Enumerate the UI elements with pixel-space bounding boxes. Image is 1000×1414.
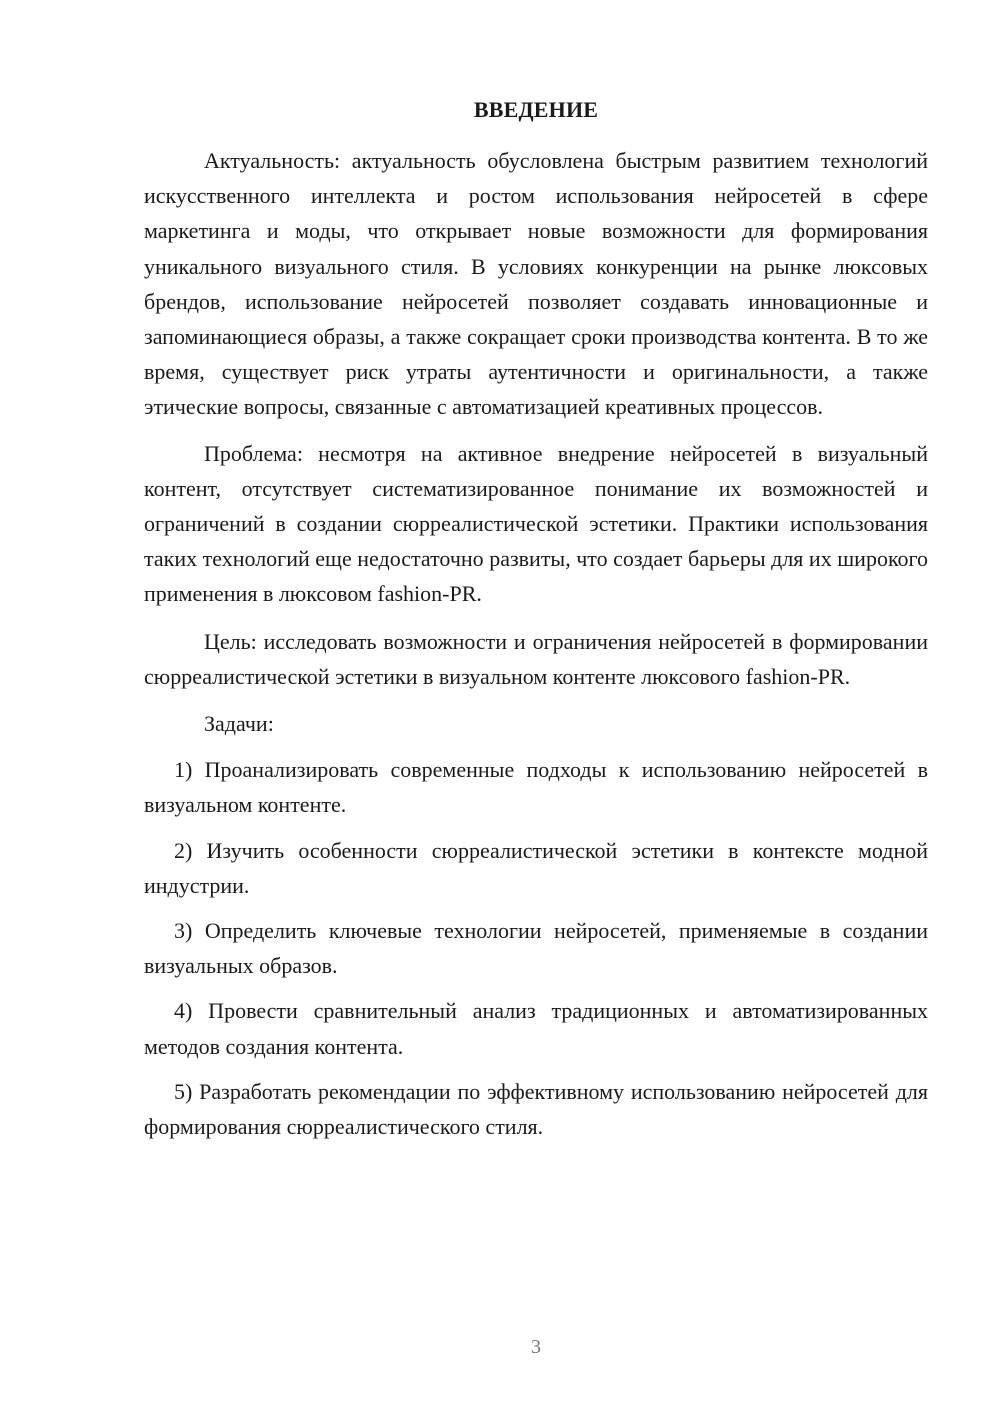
task-item-2: 2) Изучить особенности сюрреалистической эстетики в контексте модной индустрии. <box>144 837 928 898</box>
task-item-1: 1) Проанализировать современные подходы к использованию нейросетей в визуальном контенте. <box>144 757 928 818</box>
task-list <box>144 752 928 1144</box>
task-item-3: 3) Определить ключевые технологии нейросетей, применяемые в создании визуальных образов. <box>144 918 928 979</box>
task-item-4: 4) Провести сравнительный анализ традиционных и автоматизированных методов создания контента. <box>144 998 928 1059</box>
page-title: ВВЕДЕНИЕ <box>473 97 599 122</box>
page-body <box>144 94 928 1144</box>
page-number: 3 <box>531 1336 541 1358</box>
relevance-paragraph: Актуальность: актуальность обусловлена быстрым развитием технологий искусственного интеллекта и ростом использования нейросетей в сфере маркетинга и моды, что открывает новые возможности для формирования уникального визуального стиля. В условиях конкуренции на рынке люксовых брендов, использование нейросетей позволяет создавать инновационные и запоминающиеся образы, а также сокращает сроки производства контента. В то же время, существует риск утраты аутентичности и оригинальности, а также этические вопросы, связанные с автоматизацией креативных процессов. <box>144 148 928 420</box>
goal-paragraph: Цель: исследовать возможности и ограничения нейросетей в формировании сюрреалистической эстетики в визуальном контенте люксового fashion-PR. <box>144 628 928 689</box>
task-item-5: 5) Разработать рекомендации по эффективному использованию нейросетей для формирования сюрреалистического стиля. <box>144 1078 928 1140</box>
tasks-heading: Задачи: <box>204 711 274 737</box>
problem-paragraph: Проблема: несмотря на активное внедрение нейросетей в визуальный контент, отсутствует систематизированное понимание их возможностей и ограничений в создании сюрреалистической эстетики. Практики использования таких технологий еще недостаточно развиты, что создает барьеры для их широкого применения в люксовом fashion-PR. <box>144 440 928 607</box>
